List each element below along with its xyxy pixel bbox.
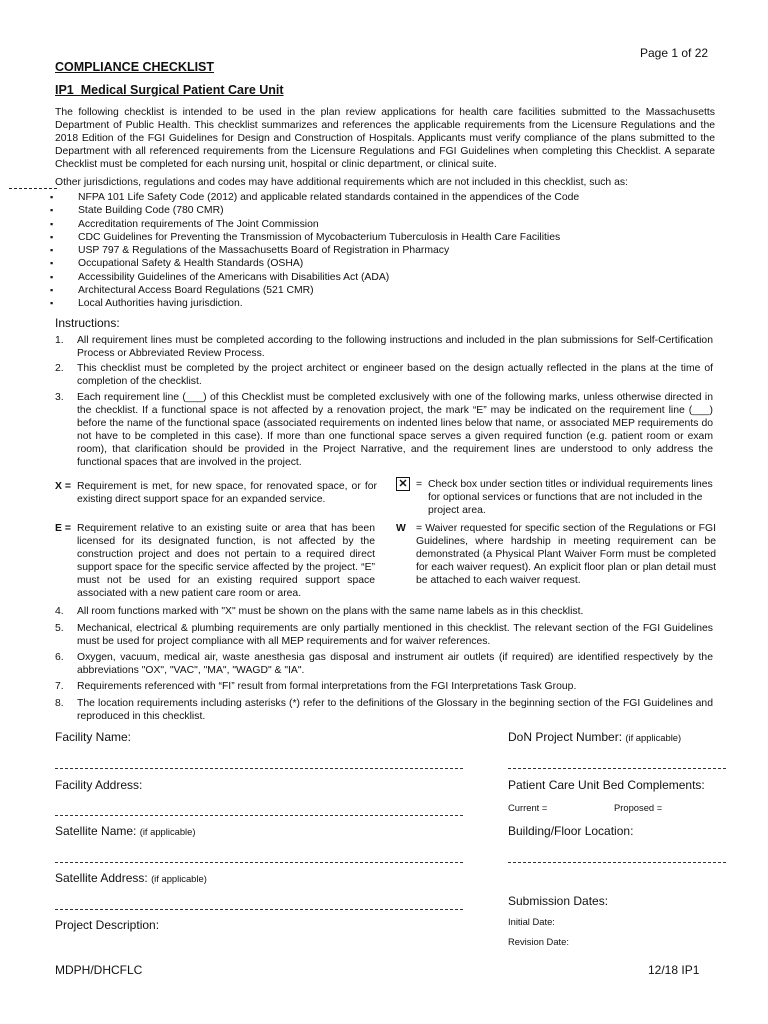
instruction-number: 6. [55,652,64,663]
instruction-number: 5. [55,623,64,634]
building-floor-label: Building/Floor Location: [508,824,634,838]
facility-address-label: Facility Address: [55,778,143,792]
mark-key-e: E = [55,523,71,534]
instruction-number: 7. [55,681,64,692]
instruction-number: 4. [55,606,64,617]
instruction-text: All room functions marked with "X" must be shown on the plans with the same name labels as in this checklist. [77,606,584,617]
document-subtitle: IP1_Medical Surgical Patient Care Unit [55,83,284,97]
list-item: ▪ Accreditation requirements of The Joint Commission [50,218,730,231]
instruction-text: Each requirement line (___) of this Checklist must be completed exclusively with one of the following marks, unless otherwise directed in the checklist. If a functional space is not affected by a renovation project, the mark “E” may be indicated on the requirement line (___) before the name of the functional space (associated requirements on indented lines below that name, or associated MEP requirements do not have to be completed in this case). If more than one functional space serves a given required function (e.g. patient room or exam room), that clarification should be provided in the Project Narrative, and the requirement lines are understood to only address the functional spaces that are involved in the project. [77,392,713,469]
list-item: ▪ State Building Code (780 CMR) [50,204,730,217]
building-floor-field[interactable] [508,862,726,863]
bed-complements-label: Patient Care Unit Bed Complements: [508,778,705,792]
satellite-address-field[interactable] [55,909,463,910]
instruction-text: Oxygen, vacuum, medical air, waste anesthesia gas disposal and instrument air outlets (if required) are identified respectively by the abbreviations "OX", "VAC", "MA", "WAGD" & "IA". [77,652,713,677]
don-project-number-label-text: DoN Project Number: [508,730,623,744]
intro-paragraph: The following checklist is intended to be used in the plan review applications for health care facilities submitted to the Massachusetts Department of Public Health. This checklist summarizes and references the applicable requirements from the Licensure Regulations and the 2018 Edition of the FGI Guidelines for Design and Construction of Hospitals. Applicants must verify compliance of the plans submitted to the Department with all referenced requirements from the Licensure Regulations and FGI Guidelines when completing this Checklist. A separate Checklist must be completed for each nursing unit, hospital or clinic department, or clinical suite. [55,107,715,171]
instruction-text: All requirement lines must be completed according to the following instructions and included in the plan submissions for Self-Certification Process or Abbreviated Review Process. [77,335,713,360]
other-requirements-intro: Other jurisdictions, regulations and codes may have additional requirements which are not included in this checklist, such as: [55,177,628,188]
instruction-text: Mechanical, electrical & plumbing requirements are only partially mentioned in this checklist. The relevant section of the FGI Guidelines must be used for project compliance with all MEP requirements and for waiver references. [77,623,713,648]
satellite-address-label [55,871,207,885]
instruction-number: 1. [55,335,64,346]
submission-dates-label: Submission Dates: [508,894,609,908]
satellite-address-label-text: Satellite Address: [55,871,148,885]
instructions-heading: Instructions: [55,316,120,330]
satellite-name-label-text: Satellite Name: [55,824,137,838]
document-title: COMPLIANCE CHECKLIST [55,60,215,74]
if-applicable-note: (if applicable) [139,826,196,837]
mark-key-box: = [416,479,423,490]
initial-date-label: Initial Date: [508,916,555,927]
margin-dashed-line [9,188,57,189]
list-item: ▪ NFPA 101 Life Safety Code (2012) and applicable related standards contained in the appendices of the Code [50,191,730,204]
proposed-beds-label: Proposed = [614,802,663,813]
facility-address-field[interactable] [55,815,463,816]
list-item: ▪ Accessibility Guidelines of the Americans with Disabilities Act (ADA) [50,271,730,284]
instruction-number: 3. [55,392,64,403]
mark-description-box: Check box under section titles or individual requirements lines for optional services or functions that are not included in the project area. [428,479,713,517]
list-item: ▪ CDC Guidelines for Preventing the Transmission of Mycobacterium Tuberculosis in Health Care Facilities [50,231,730,244]
instruction-text: The location requirements including asterisks (*) refer to the definitions of the Glossary in the beginning section of the FGI Guidelines and reproduced in this checklist. [77,698,713,723]
list-item: ▪ Local Authorities having jurisdiction. [50,297,730,310]
satellite-name-field[interactable] [55,862,463,863]
current-beds-label: Current = [508,802,548,813]
footer-left: MDPH/DHCFLC [55,963,143,977]
other-requirements-list [50,191,730,311]
mark-description-w: = Waiver requested for specific section of the Regulations or FGI Guidelines, where hardship in meeting requirement can be demonstrated (a Physical Plant Waiver Form must be completed for each waiver request). An explicit floor plan or plan detail must be attached to each waiver request. [416,523,716,587]
facility-name-field[interactable] [55,768,463,769]
satellite-name-label [55,824,195,838]
facility-name-label: Facility Name: [55,730,132,744]
mark-description-x: Requirement is met, for new space, for renovated space, or for existing direct support space for an expanded service. [77,481,377,506]
list-item: ▪ Occupational Safety & Health Standards (OSHA) [50,257,730,270]
instruction-number: 8. [55,698,64,709]
if-applicable-note: (if applicable) [151,873,207,884]
project-description-label: Project Description: [55,918,160,932]
don-project-number-field[interactable] [508,768,726,769]
instruction-text: Requirements referenced with “FI” result from formal interpretations from the FGI Interpretations Task Group. [77,681,577,692]
if-applicable-note: (if applicable) [625,732,682,743]
instruction-number: 2. [55,363,64,374]
mark-key-x: X = [55,481,71,492]
mark-description-e: Requirement relative to an existing suite or area that has been licensed for its designated function, is not affected by the construction project and does not pertain to a required direct support space for the specific service affected by the project. “E” must not be used for an existing required support space associated with a new patient care room or area. [77,523,375,600]
list-item: ▪ Architectural Access Board Regulations (521 CMR) [50,284,730,297]
checked-box-icon: ✕ [396,477,410,491]
footer-right: 12/18 IP1 [648,963,700,977]
list-item: ▪ USP 797 & Regulations of the Massachusetts Board of Registration in Pharmacy [50,244,730,257]
mark-key-w: W [396,523,406,534]
instruction-text: This checklist must be completed by the project architect or engineer based on the design actually reflected in the plans at the time of completion of the checklist. [77,363,713,388]
page-number: Page 1 of 22 [640,46,709,60]
don-project-number-label [508,730,681,744]
revision-date-label: Revision Date: [508,936,569,947]
